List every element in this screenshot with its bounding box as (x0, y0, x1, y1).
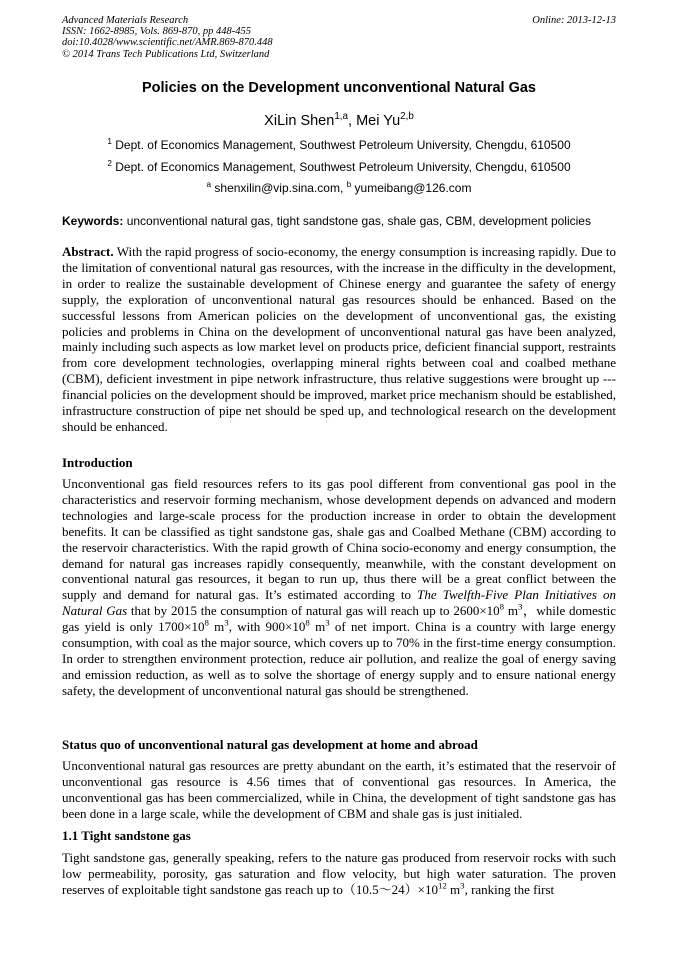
abstract-text: With the rapid progress of socio-economy, the energy consumption is increasing rapidly. Due to the limitation of conventional natural gas resources, with the increase in the difficulty in the development, in order to realize the sustainable development of Chinese energy and guarantee the safety of energy supply, the exploration of unconventional natural gas resources should be enhanced. Based on the successful lessons from American policies on the development of unconventional gas, the existing policies and problems in China on the development of unconventional natural gas have been analyzed, mainly including such aspects as low market level on products price, deficient financial support, restraints from core development technologies, overlapping mineral rights between coal and coalbed methane (CBM), deficient investment in pipe network infrastructure, thus relative suggestions were brought up --- financial policies on the development should be improved, market price mechanism should be established, infrastructure construction of pipe net should be sped up, and technological research on the development should be enhanced. (62, 244, 616, 434)
author-superscript: 2,b (400, 111, 414, 123)
affiliation-number: 2 (107, 159, 112, 168)
doi-line: doi:10.4028/www.scientific.net/AMR.869-870.448 (62, 37, 273, 49)
subsection-heading-tight-sandstone: 1.1 Tight sandstone gas (62, 828, 191, 843)
email-address[interactable]: shenxilin@vip.sina.com, (211, 181, 347, 195)
tight-sandstone-paragraph: Tight sandstone gas, generally speaking, refers to the nature gas produced from reservoir rocks with such low permeability, porosity, gas saturation and flow velocity, but high water saturation. The proven reserves of exploitable tight sandstone gas reach up $to(10.5\sim 24)\times 10^{12}$ $m^3$, ranking the first (62, 850, 616, 897)
email-address[interactable]: yumeibang@126.com (351, 181, 472, 195)
section-heading-introduction: Introduction (62, 455, 133, 470)
journal-header (62, 15, 616, 60)
copyright-line: © 2014 Trans Tech Publications Ltd, Switzerland (62, 48, 270, 60)
author-name: Mei Yu (356, 113, 401, 129)
online-date: Online: 2013-12-13 (532, 15, 616, 26)
introduction-paragraph: Unconventional gas field resources refers to its gas pool different from conventional gas pool in the characteristics and reservoir forming mechanism, whose development depends on advanced and modern technologies and large-scale process for the production increase in order to obtain the development benefits. It can be classified as tight sandstone gas, shale gas and Coalbed Methane (CBM) according to the reservoir characteristics. With the rapid growth of China socio-economy and energy consumption, the demand for natural gas increases rapidly consequently, meanwhile, with the constant development on conventional natural gas resources, it began to run up, thus there will be a great conflict between the supply and demand for natural gas. It’s estimated according to The Twelfth-Five Plan Initiatives on Natural Gas that by 2015 the consumption of natural gas will reach up to $2600\times 10^8$ $m^3$，while domestic gas yield is only $1700\times 10^8$ $m^3$, with $900\times 10^8$ $m^3$ of net import. China is a country with large energy consumption, with coal as the major source, which covers up to 70% in the first-time energy consumption. In order to strengthen environment protection, reduce air pollution, and realize the goal of energy saving and emission reduction, as well as to solve the shortage of energy supply and to ensure national energy safety, the development of unconventional natural gas should be strengthened. (62, 476, 616, 698)
issn-line: ISSN: 1662-8985, Vols. 869-870, pp 448-455 (62, 26, 251, 38)
abstract-label: Abstract. (62, 244, 114, 259)
affiliation-2 (0, 160, 678, 174)
journal-name: Advanced Materials Research (62, 15, 189, 26)
email-line (0, 181, 678, 195)
email-marker: b (346, 180, 352, 189)
affiliation-text: Dept. of Economics Management, Southwest Petroleum University, Chengdu, 610500 (111, 160, 571, 174)
abstract (62, 244, 616, 435)
status-paragraph: Unconventional natural gas resources are pretty abundant on the earth, it’s estimated that the reservoir of unconventional gas resource is 4.56 times that of conventional gas resources. In America, the unconventional gas has been commercialized, while in China, the development of tight sandstone gas has been done in a large scale, while the development of CBM and shale gas is just initialed. (62, 758, 616, 821)
author-separator: , (348, 113, 357, 129)
keywords-label: Keywords: (62, 214, 124, 228)
affiliation-number: 1 (107, 137, 112, 146)
keywords (62, 214, 618, 228)
affiliation-text: Dept. of Economics Management, Southwest Petroleum University, Chengdu, 610500 (111, 138, 571, 152)
email-marker: a (206, 180, 212, 189)
author-line (0, 113, 678, 129)
paper-title: Policies on the Development unconventional Natural Gas (142, 80, 536, 96)
author-superscript: 1,a (334, 111, 348, 123)
affiliation-1 (0, 138, 678, 152)
keywords-text: unconventional natural gas, tight sandstone gas, shale gas, CBM, development policies (123, 214, 591, 228)
author-name: XiLin Shen (264, 113, 335, 129)
section-heading-status: Status quo of unconventional natural gas development at home and abroad (62, 737, 478, 752)
